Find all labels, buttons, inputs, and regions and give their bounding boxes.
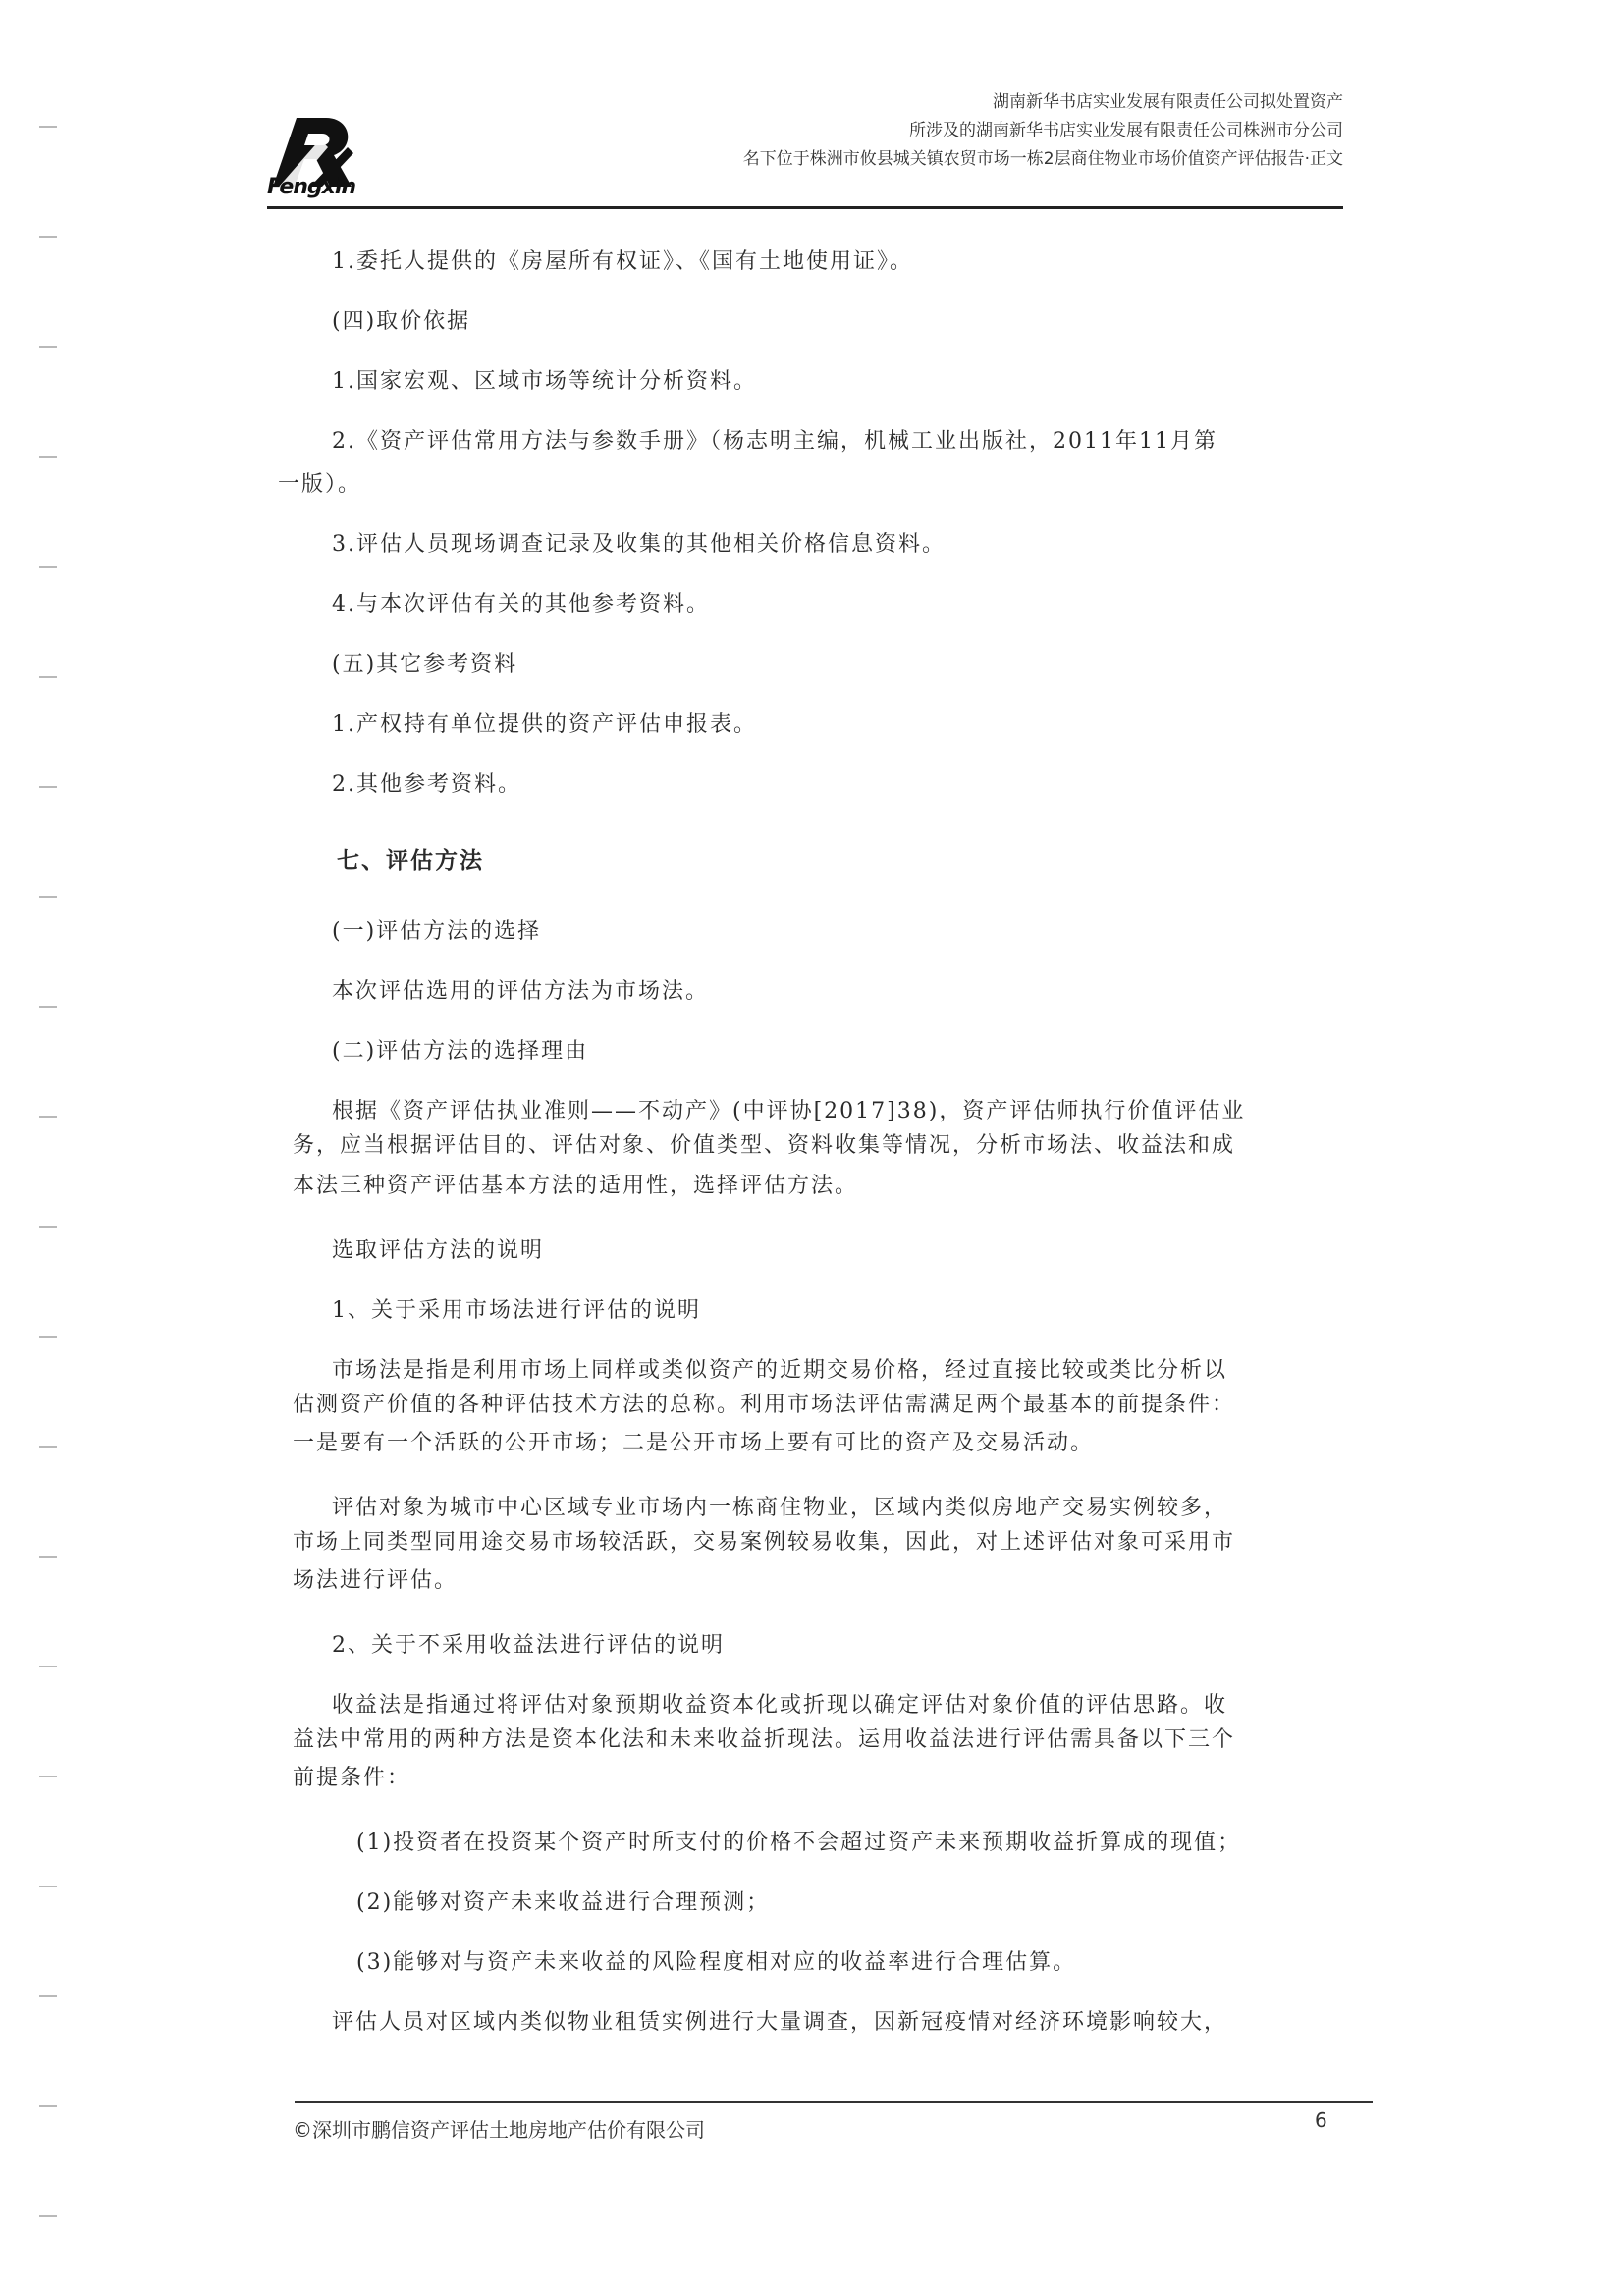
margin-mark xyxy=(39,2105,57,2107)
header-line: 湖南新华书店实业发展有限责任公司拟处置资产 xyxy=(993,92,1343,112)
paragraph: 根据《资产评估执业准则——不动产》(中评协[2017]38)，资产评估师执行价值评估业 xyxy=(332,1099,1246,1123)
paragraph: 评估人员对区域内类似物业租赁实例进行大量调查，因新冠疫情对经济环境影响较大， xyxy=(332,2010,1228,2035)
header-divider xyxy=(267,206,1343,209)
margin-mark xyxy=(39,236,57,238)
section-heading: 七、评估方法 xyxy=(337,848,484,874)
paragraph: 评估对象为城市中心区域专业市场内一栋商住物业，区域内类似房地产交易实例较多， xyxy=(332,1496,1228,1520)
subsection-heading: (五)其它参考资料 xyxy=(332,652,518,677)
margin-mark xyxy=(39,346,57,348)
list-item: (3)能够对与资产未来收益的风险程度相对应的收益率进行合理估算。 xyxy=(356,1950,1077,1975)
paragraph: 收益法是指通过将评估对象预期收益资本化或折现以确定评估对象价值的评估思路。收 xyxy=(332,1693,1228,1718)
paragraph: 1.国家宏观、区域市场等统计分析资料。 xyxy=(332,369,757,394)
paragraph: 一是要有一个活跃的公开市场；二是公开市场上要有可比的资产及交易活动。 xyxy=(293,1431,1095,1455)
paragraph: 估测资产价值的各种评估技术方法的总称。利用市场法评估需满足两个最基本的前提条件： xyxy=(293,1393,1236,1417)
margin-mark xyxy=(39,1336,57,1338)
paragraph: 1.委托人提供的《房屋所有权证》、《国有土地使用证》。 xyxy=(332,249,913,274)
paragraph: 益法中常用的两种方法是资本化法和未来收益折现法。运用收益法进行评估需具备以下三个 xyxy=(293,1727,1236,1752)
logo-wordmark: Fengxin xyxy=(267,175,356,199)
subsection-heading: (一)评估方法的选择 xyxy=(332,919,542,944)
margin-mark xyxy=(39,1556,57,1558)
margin-mark xyxy=(39,896,57,898)
margin-mark xyxy=(39,1995,57,1997)
footer-divider xyxy=(295,2101,1373,2103)
paragraph: 1、关于采用市场法进行评估的说明 xyxy=(332,1298,701,1323)
margin-mark xyxy=(39,1446,57,1448)
report-header xyxy=(743,88,1343,174)
paragraph: 2.《资产评估常用方法与参数手册》（杨志明主编，机械工业出版社，2011年11月第 xyxy=(332,429,1217,454)
paragraph: 务，应当根据评估目的、评估对象、价值类型、资料收集等情况，分析市场法、收益法和成 xyxy=(293,1133,1236,1158)
paragraph: 1.产权持有单位提供的资产评估申报表。 xyxy=(332,712,757,737)
margin-mark xyxy=(39,1006,57,1008)
report-body xyxy=(278,247,1368,2038)
margin-mark xyxy=(39,2215,57,2217)
margin-mark xyxy=(39,126,57,128)
paragraph: 本法三种资产评估基本方法的适用性，选择评估方法。 xyxy=(293,1174,859,1198)
list-item: (1)投资者在投资某个资产时所支付的价格不会超过资产未来预期收益折算成的现值； xyxy=(356,1831,1242,1855)
margin-mark xyxy=(39,456,57,458)
paragraph: 选取评估方法的说明 xyxy=(332,1238,545,1263)
list-item: (2)能够对资产未来收益进行合理预测； xyxy=(356,1890,771,1915)
margin-mark xyxy=(39,1116,57,1118)
paragraph: 2、关于不采用收益法进行评估的说明 xyxy=(332,1633,725,1658)
paragraph: 2.其他参考资料。 xyxy=(332,772,521,796)
paragraph: 场法进行评估。 xyxy=(293,1568,459,1593)
margin-mark xyxy=(39,1776,57,1777)
header-line: 所涉及的湖南新华书店实业发展有限责任公司株洲市分公司 xyxy=(909,121,1343,140)
margin-mark xyxy=(39,676,57,678)
paragraph: 3.评估人员现场调查记录及收集的其他相关价格信息资料。 xyxy=(332,532,946,557)
paragraph: 4.与本次评估有关的其他参考资料。 xyxy=(332,592,710,617)
paragraph: 前提条件： xyxy=(293,1766,411,1790)
paragraph: 市场法是指是利用市场上同样或类似资产的近期交易价格，经过直接比较或类比分析以 xyxy=(332,1358,1228,1383)
paragraph: 市场上同类型同用途交易市场较活跃，交易案例较易收集，因此，对上述评估对象可采用市 xyxy=(293,1530,1236,1555)
footer-company-name: ©深圳市鹏信资产评估土地房地产估价有限公司 xyxy=(293,2118,705,2142)
margin-mark xyxy=(39,566,57,568)
paragraph: 本次评估选用的评估方法为市场法。 xyxy=(332,979,710,1004)
margin-mark xyxy=(39,1226,57,1228)
subsection-heading: (二)评估方法的选择理由 xyxy=(332,1039,589,1064)
paragraph: 一版）。 xyxy=(278,472,362,497)
margin-mark xyxy=(39,1666,57,1667)
page-number: 6 xyxy=(1315,2108,1327,2132)
subsection-heading: (四)取价依据 xyxy=(332,309,471,334)
margin-mark xyxy=(39,1886,57,1887)
margin-mark xyxy=(39,786,57,788)
header-line: 名下位于株洲市攸县城关镇农贸市场一栋2层商住物业市场价值资产评估报告·正文 xyxy=(742,149,1343,169)
